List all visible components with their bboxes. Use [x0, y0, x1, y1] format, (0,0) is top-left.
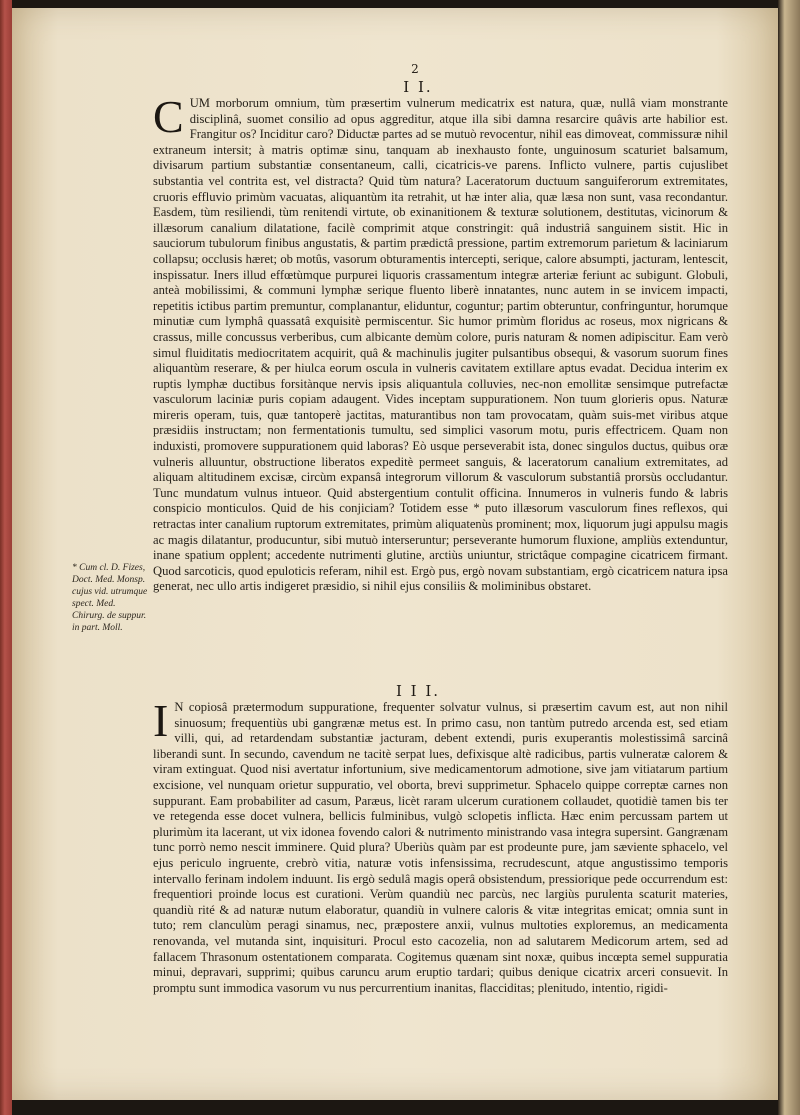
- margin-footnote: * Cum cl. D. Fizes, Doct. Med. Monsp. cujus vid. utrumque spect. Med. Chirurg. de suppur. in part. Moll.: [72, 563, 148, 633]
- page-number: 2: [411, 62, 419, 76]
- page-stack-edge: [778, 0, 800, 1115]
- section-body-2: [153, 96, 728, 678]
- drop-cap: I: [153, 700, 169, 746]
- section-body-3: [153, 700, 728, 1092]
- section-text: UM morborum omnium, tùm præsertim vulnerum medicatrix est natura, quæ, nullâ viam monstrante disciplinâ, suomet consilio ad opus aggreditur, atque illa sibi damna resarcire quâvis arte habilior est. Frangitur os? Inciditur caro? Diductæ partes ad se mutuò revocentur, nihil eas dimoveat, commissuræ nihil extraneum intersit; à matris optimæ sinu, tanquam ab inexhausto fonte, unguinosum scaturiet balsamum, divisarum partium substantiæ consentaneum, calli, cicatricis-ve parens. Inflicto vulnere, partis cujuslibet substantia vel contrita est, vel distracta? Quid tùm natura? Laceratorum ductuum sanguiferorum extremitates, cruoris effluvio primùm vacuatas, aliquantùm ita retrahit, ut hæ inter alia, quæ læsa non sunt, vasa recondantur. Easdem, tùm resiliendi, tùm renitendi virtute, ob exinanitionem & texturæ solutionem, destitutas, vicinorum & illæsorum canalium dilatatione, facilè comprimit atque constringit: quâ industriâ sanguinem sistit. Hic in sauciorum tubulorum finibus angustatis, & partim prædictâ pressione, partim extremorum parietum & laciniarum collapsu; occlusis hæret; ob motûs, vasorum obturamentis intercepti, serique, calore absumpti, jacturam, lentescit, inspissatur. Iners illud effœtùmque purpurei liquoris crassamentum integræ arteriæ feriunt ac subigunt. Globuli, anteà mobilissimi, & communi lymphæ serique fluento liberè innatantes, nunc autem in se invicem impacti, repetitis ictibus partim premuntur, complanantur, eliduntur, coguntur; partim obteruntur, confringuntur, horumque minutiæ cum lymphâ quassatâ exquisitè permiscentur. Sic humor primùm floridus ac roseus, mox nigricans & crassus, mille concussus verberibus, cum albicante demùm colore, puris naturam & nomen adipiscitur. Eam verò simul fluiditatis mediocritatem acquirit, quâ & machinulis jugiter pulsantibus obsequi, & vasorum suorum fines aliquantùm reserare, & per hiulca eorum oscula in vulneris cavitatem extillare aptus evadat. Decidua interim ex ruptis lymphæ ductibus forsitànque nervis ipsis aliquantula colluvies, nec-non emollitæ sensimque putrefactæ vasculorum laciniæ puris copiam adaugent. Vides inceptam suppurationem. Non tuum glorieris opus. Naturæ mireris operam, tuis, quæ tantoperè jactitas, maturantibus non tam provocatam, quàm suis-met viribus atque præsidiis instructam; non fermentationis tumultu, sed simplici vasorum motu, puris effectricem. Quam non induxisti, promovere suppurationem quid laboras? Eò usque perseverabit ista, donec singulos ductus, quibus oræ vulneris alluuntur, obstructione liberatos expeditè permeet sanguis, & laceratorum canalium extremitates, ad aliquam altitudinem excisæ, circùm expansâ integrorum villorum & vasculorum substantiâ prorsùs occludantur. Tunc mundatum vulnus intueor. Quid abstergentium contulit officina. Innumeros in vulneris fundo & labris conspicio monticulos. Quid de his conjiciam? Totidem esse * puto illæsorum vasculorum fines reflexos, qui retractas inter canalium ruptorum extremitates, primùm aliquatenùs prominent; mox, liquorum jugi appulsu magis ac magis dilatantur, producuntur, sibi mutuò interseruntur; perseverante humorum fluxione, ampliùs extenduntur, inane spatium opplent; accedente nutrimenti glutine, arctiùs uniuntur, strictâque compagine cicatricem firmant. Quod sarcoticis, quod epuloticis referam, nihil est. Ergò pus, ergò novam substantiam, ergò cicatricem natura ipsa generat, nec ullo artis indigeret præsidio, si nihil ejus consiliis & moliminibus obstaret.: [153, 96, 728, 594]
- drop-cap: C: [153, 96, 184, 142]
- section-heading-2: I I.: [403, 78, 433, 96]
- section-heading-3: I I I.: [395, 682, 441, 700]
- section-text: N copiosâ prætermodum suppuratione, frequenter solvatur vulnus, si præsertim cavum est, aut non nihil sinuosum; frequentiùs ubi gangrænæ metus est. In primo casu, non tantùm putredo arcenda est, sed etiam villi, qui, ad retardendam substantiæ jacturam, debent extendi, puris exuperantis molestissimâ sarcinâ liberandi sunt. In secundo, cavendum ne tacitè serpat lues, defixisque altè radicibus, partis vulneratæ calorem & viram extinguat. Quod nisi avertatur infortunium, sive medicamentorum admotione, sive jam vitiatarum partium excisione, vel nunquam orietur suppuratio, vel oborta, brevi supprimetur. Sphacelo quippe correptæ carnes non suppurant. Eam probabiliter ad casum, Paræus, licèt raram ulcerum curationem collaudet, quotidiè tamen bis ter ve retegenda esse docet vulnera, bellicis fulminibus, vulgò sclopetis inflicta. Hæc enim percussam partem ut plurimùm ita lacerant, ut vix idonea fovendo calori & nutrimento ministrando vasa integra supersint. Gangrænam tunc porrò nemo nescit imminere. Quid plura? Uberiùs quàm par est prodeunte pure, jam sæviente sphacelo, vel ejus periculo ingruente, crebrò vitia, naturæ votis infensissima, recrudescunt, atque angustissimo temporis intervallo ferinam indolem induunt. Iis ergò sedulâ magis operâ obsistendum, pressiorique pede occurrendum est: frequentiori proinde locus est curationi. Verùm quandiù nec parcùs, nec largiùs purulenta scaturit materies, quandiù rité & ad naturæ nutum elaboratur, quandiù in vulnere caloris & vitæ integritas emicat; omnia sunt in tuto; rem clanculùm peragi sinamus, nec, præpostere anxii, vulnus multoties exploremus, an medicamenta renovanda, vel mutanda sint, inquisituri. Procul esto cacozelia, non ad salutarem Medicorum artem, sed ad fallacem Thrasonum ostentationem comparata. Cogitemus quænam sint noxæ, quibus incœpta semel suppuratia minui, depravari, supprimi; quibus caruncu arum eruptio tardari; quibus denique cicatrix arceri consuevit. In promptu sunt immodica vasorum vu nus percurrentium inanitas, flacciditas; plenitudo, intentio, rigidi-: [153, 700, 728, 995]
- book-cover-edge: [0, 0, 12, 1115]
